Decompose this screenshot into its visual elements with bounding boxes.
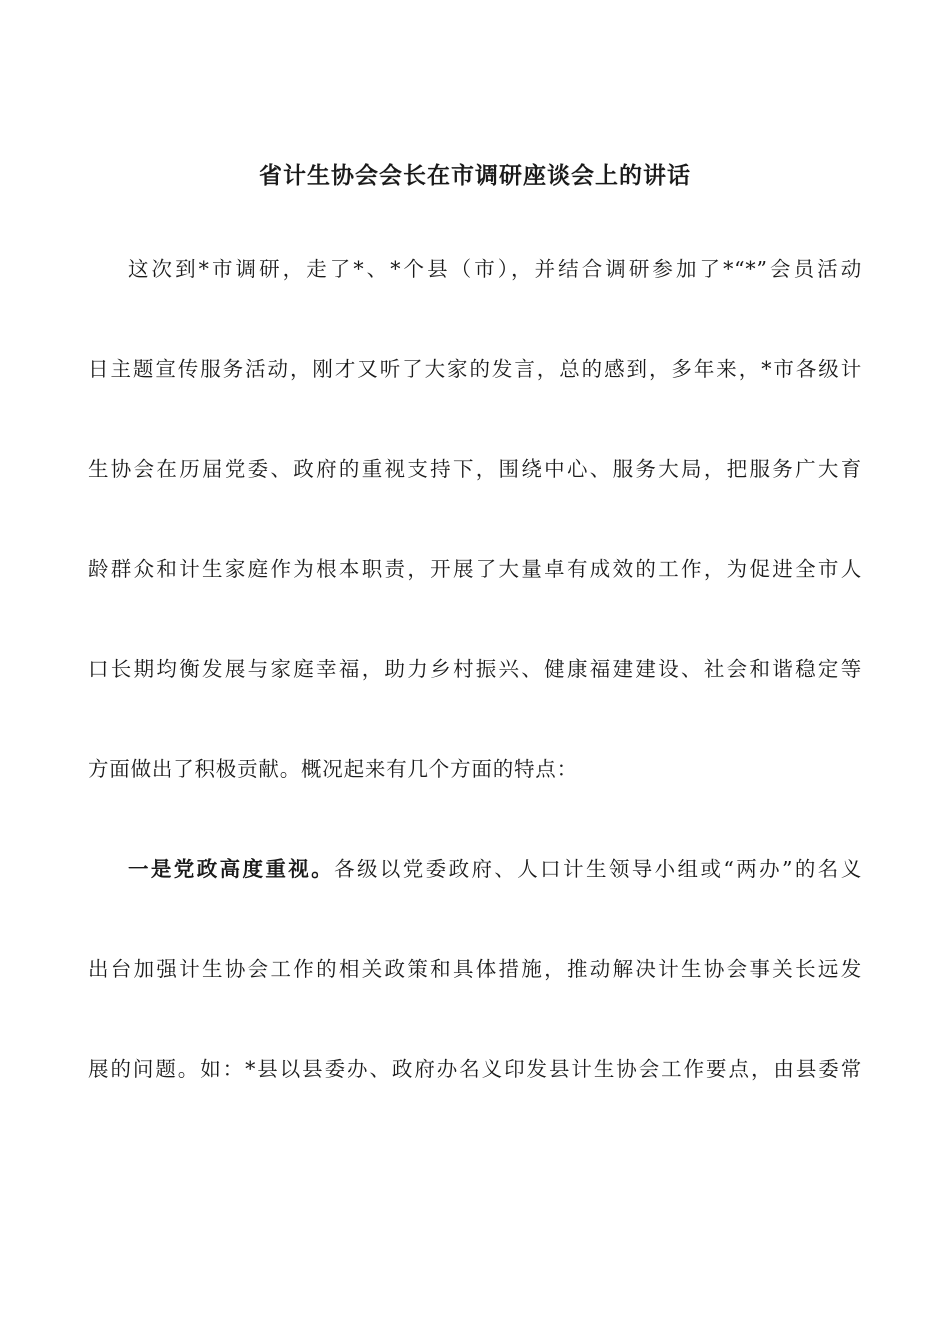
paragraph-line: 龄群众和计生家庭作为根本职责，开展了大量卓有成效的工作，为促进全市人 [88, 557, 862, 581]
paragraph-line: 展的问题。如：*县以县委办、政府办名义印发县计生协会工作要点，由县委常 [88, 1057, 862, 1081]
paragraph-line: 生协会在历届党委、政府的重视支持下，围绕中心、服务大局，把服务广大育 [88, 457, 862, 481]
paragraph-line: 口长期均衡发展与家庭幸福，助力乡村振兴、健康福建建设、社会和谐稳定等 [88, 657, 862, 681]
point-one-text: 各级以党委政府、人口计生领导小组或“两办”的名义 [334, 857, 862, 881]
paragraph-line: 方面做出了积极贡献。概况起来有几个方面的特点： [88, 757, 578, 781]
document-body [88, 246, 862, 1146]
document-title: 省计生协会会长在市调研座谈会上的讲话 [259, 162, 691, 189]
paragraph-line: 这次到*市调研，走了*、*个县（市），并结合调研参加了*“*”会员活动 [128, 257, 862, 281]
point-one-line [88, 846, 862, 946]
paragraph-line: 日主题宣传服务活动，刚才又听了大家的发言，总的感到，多年来，*市各级计 [88, 357, 862, 381]
paragraph-line: 出台加强计生协会工作的相关政策和具体措施，推动解决计生协会事关长远发 [88, 957, 862, 981]
point-one-heading: 一是党政高度重视。 [128, 857, 335, 881]
